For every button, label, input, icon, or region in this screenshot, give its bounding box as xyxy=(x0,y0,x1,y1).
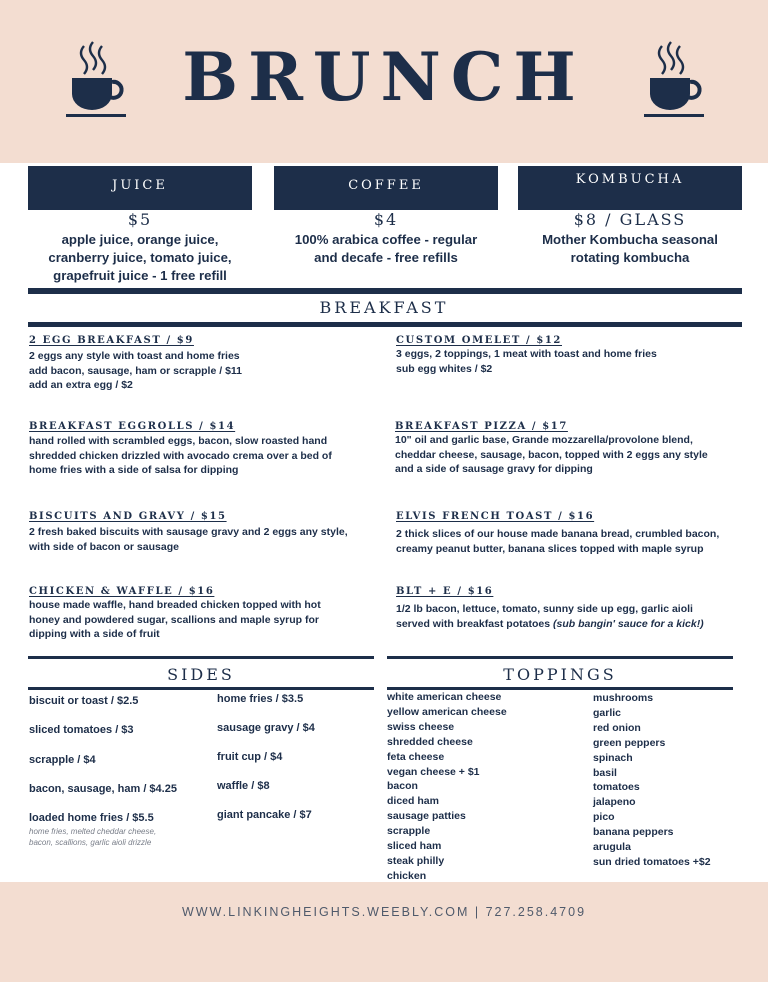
topping-item: swiss cheese xyxy=(387,720,455,733)
side-item: fruit cup / $4 xyxy=(217,751,283,763)
topping-item: shredded cheese xyxy=(387,735,473,748)
drink-juice-price: $5 xyxy=(127,210,153,229)
topping-item: bacon xyxy=(387,780,418,793)
topping-item: chicken xyxy=(387,869,427,882)
toppings-heading: TOPPINGS xyxy=(503,665,617,684)
page-title: BRUNCH xyxy=(182,38,586,116)
toppings-column xyxy=(387,690,507,884)
side-item: waffle / $8 xyxy=(217,780,270,792)
topping-item: yellow american cheese xyxy=(387,705,507,718)
side-item: scrapple / $4 xyxy=(29,754,96,766)
topping-item: green peppers xyxy=(593,736,666,749)
side-item: sausage gravy / $4 xyxy=(217,722,315,734)
description-line: house made waffle, hand breaded chicken topped with hot xyxy=(29,599,321,611)
breakfast-item-title: CUSTOM OMELET / $12 xyxy=(396,335,562,346)
topping-item: feta cheese xyxy=(387,750,445,763)
side-item: sliced tomatoes / $3 xyxy=(29,724,134,736)
description-line: sub egg whites / $2 xyxy=(396,362,493,375)
topping-item: diced ham xyxy=(387,795,439,808)
section-divider xyxy=(28,322,742,327)
topping-item: steak philly xyxy=(387,854,445,867)
topping-item: tomatoes xyxy=(593,781,640,794)
description-line: 2 thick slices of our house made banana bread, crumbled bacon, xyxy=(396,528,720,540)
description-line: home fries with a side of salsa for dipping xyxy=(29,464,239,476)
drink-juice-header: JUICE xyxy=(28,166,252,210)
drink-coffee-price: $4 xyxy=(373,210,399,229)
topping-item: jalapeno xyxy=(593,796,636,809)
footer-contact: WWW.LINKINGHEIGHTS.WEEBLY.COM | 727.258.4709 xyxy=(181,905,587,919)
breakfast-item-title: BREAKFAST PIZZA / $17 xyxy=(395,421,568,432)
drink-desc-line: 100% arabica coffee - regular xyxy=(294,232,478,247)
breakfast-item-title: ELVIS FRENCH TOAST / $16 xyxy=(396,511,595,522)
note-line: bacon, scallions, garlic aioli drizzle xyxy=(29,838,152,847)
section-divider xyxy=(387,656,733,659)
breakfast-item-title: CHICKEN & WAFFLE / $16 xyxy=(29,586,215,597)
drink-desc-line: Mother Kombucha seasonal xyxy=(542,232,718,247)
breakfast-item-description xyxy=(29,525,348,554)
description-line: shredded chicken drizzled with avocado crema over a bed of xyxy=(29,449,332,462)
coffee-cup-icon xyxy=(640,40,706,120)
breakfast-item-description xyxy=(29,598,321,642)
side-item-note xyxy=(29,826,156,848)
breakfast-item-title: BISCUITS AND GRAVY / $15 xyxy=(29,511,227,522)
drink-desc-line: apple juice, orange juice, xyxy=(61,232,219,247)
side-item: loaded home fries / $5.5 xyxy=(29,812,154,824)
topping-item: scrapple xyxy=(387,825,431,838)
breakfast-item-description xyxy=(396,527,719,556)
breakfast-item-description xyxy=(29,434,332,478)
breakfast-heading: BREAKFAST xyxy=(319,298,449,317)
description-line: 3 eggs, 2 toppings, 1 meat with toast and home fries xyxy=(396,348,657,360)
section-divider xyxy=(28,656,374,659)
breakfast-item-description xyxy=(396,602,704,631)
breakfast-item-title: 2 EGG BREAKFAST / $9 xyxy=(29,335,194,346)
drink-kombucha-description xyxy=(510,231,750,267)
description-line: honey and powdered sugar, scallions and maple syrup for xyxy=(29,613,319,626)
description-line: and a side of sausage gravy for dipping xyxy=(395,463,593,475)
side-item: home fries / $3.5 xyxy=(217,693,304,705)
breakfast-item-title: BREAKFAST EGGROLLS / $14 xyxy=(29,421,236,432)
section-divider xyxy=(28,288,742,294)
side-item: bacon, sausage, ham / $4.25 xyxy=(29,783,177,795)
drink-coffee-description xyxy=(266,231,506,267)
topping-item: white american cheese xyxy=(387,691,502,703)
drink-kombucha-price: $8 / GLASS xyxy=(573,210,687,229)
description-note: (sub bangin' sauce for a kick!) xyxy=(552,617,704,630)
side-item: giant pancake / $7 xyxy=(217,809,312,821)
description-line: with side of bacon or sausage xyxy=(29,540,179,553)
description-line: 2 fresh baked biscuits with sausage gravy and 2 eggs any style, xyxy=(29,526,348,538)
topping-item: vegan cheese + $1 xyxy=(387,765,480,778)
description-text: served with breakfast potatoes xyxy=(396,617,551,630)
topping-item: sliced ham xyxy=(387,840,442,853)
topping-item: garlic xyxy=(593,706,622,719)
side-item: biscuit or toast / $2.5 xyxy=(29,695,139,707)
topping-item: mushrooms xyxy=(593,692,654,704)
description-line: cheddar cheese, sausage, bacon, topped with 2 eggs any style xyxy=(395,448,708,461)
description-line: add an extra egg / $2 xyxy=(29,379,133,391)
breakfast-item-title: BLT + E / $16 xyxy=(396,586,494,597)
description-line xyxy=(396,617,704,632)
drink-desc-line: rotating kombucha xyxy=(570,250,690,265)
topping-item: pico xyxy=(593,811,615,824)
toppings-column xyxy=(593,691,711,870)
description-line: 10" oil and garlic base, Grande mozzarella/provolone blend, xyxy=(395,434,693,446)
description-line: 2 eggs any style with toast and home fries xyxy=(29,350,240,362)
topping-item: spinach xyxy=(593,751,633,764)
sides-heading: SIDES xyxy=(167,665,235,684)
drink-kombucha-header: KOMBUCHA xyxy=(518,166,742,210)
topping-item: sausage patties xyxy=(387,810,466,823)
drink-coffee-header: COFFEE xyxy=(274,166,498,210)
description-line: creamy peanut butter, banana slices topped with maple syrup xyxy=(396,542,704,555)
breakfast-item-description xyxy=(395,433,708,477)
section-divider xyxy=(28,687,374,690)
description-line: hand rolled with scrambled eggs, bacon, slow roasted hand xyxy=(29,435,328,447)
note-line: home fries, melted cheddar cheese, xyxy=(29,827,157,836)
topping-item: sun dried tomatoes +$2 xyxy=(593,855,711,868)
description-line: 1/2 lb bacon, lettuce, tomato, sunny side up egg, garlic aioli xyxy=(396,603,693,615)
topping-item: red onion xyxy=(593,721,641,734)
topping-item: basil xyxy=(593,766,617,779)
description-line: add bacon, sausage, ham or scrapple / $11 xyxy=(29,364,243,377)
topping-item: banana peppers xyxy=(593,826,674,839)
drink-desc-line: grapefruit juice - 1 free refill xyxy=(53,268,227,283)
topping-item: arugula xyxy=(593,841,631,854)
breakfast-item-description xyxy=(396,347,657,376)
drink-desc-line: and decafe - free refills xyxy=(314,250,458,265)
description-line: dipping with a side of fruit xyxy=(29,628,160,640)
footer-band xyxy=(0,882,768,982)
drink-juice-description xyxy=(20,231,260,285)
drink-desc-line: cranberry juice, tomato juice, xyxy=(48,250,232,265)
breakfast-item-description xyxy=(29,349,242,393)
